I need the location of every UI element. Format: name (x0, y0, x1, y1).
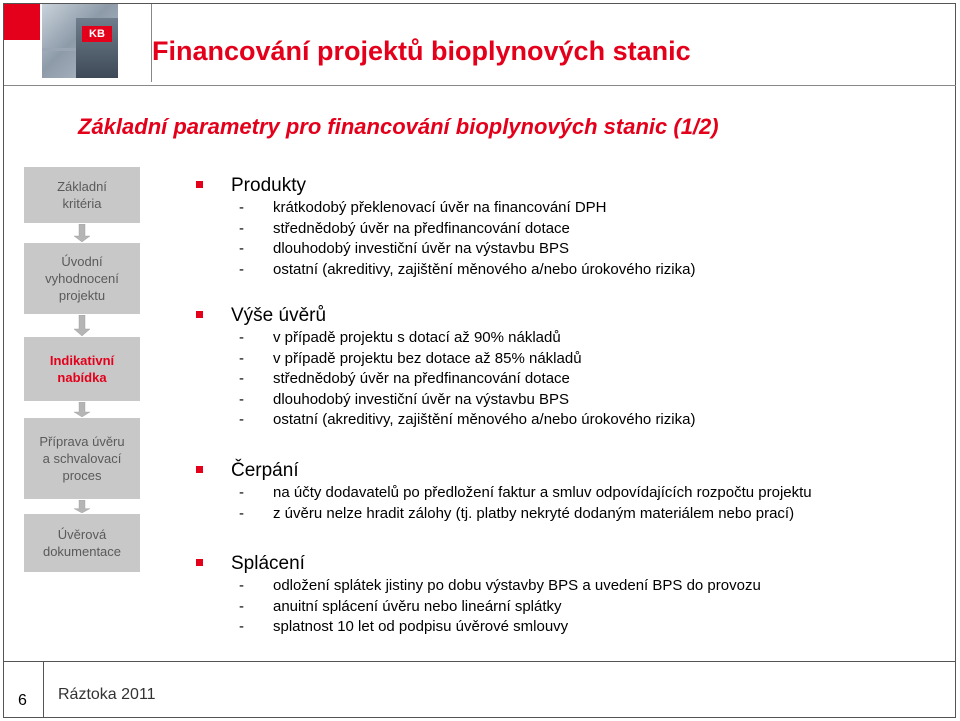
dash-bullet: - (239, 577, 244, 594)
square-bullet-icon (196, 559, 203, 566)
down-arrow-icon (74, 224, 90, 242)
process-step (24, 337, 140, 401)
corner-accent (4, 4, 40, 40)
dash-bullet: - (239, 349, 244, 367)
header-rule (4, 85, 956, 86)
list-item-text: střednědobý úvěr na předfinancování dotace (273, 370, 570, 387)
down-arrow-icon (74, 315, 90, 336)
slide-title: Financování projektů bioplynových stanic (152, 36, 691, 66)
list-item-text: anuitní splácení úvěru nebo lineární splátky (273, 597, 562, 615)
process-step (24, 418, 140, 499)
list-item-text: splatnost 10 let od podpisu úvěrové smlouvy (273, 618, 569, 635)
dash-bullet: - (239, 411, 244, 428)
dash-bullet: - (239, 240, 244, 257)
footer-text: Ráztoka 2011 (58, 686, 156, 703)
dash-bullet: - (239, 219, 244, 237)
list-item-text: odložení splátek jistiny po dobu výstavby BPS a uvedení BPS do provozu (273, 577, 761, 594)
list-item-text: krátkodobý překlenovací úvěr na financování DPH (273, 199, 607, 216)
square-bullet-icon (196, 466, 203, 473)
dash-bullet: - (239, 504, 244, 522)
dash-bullet: - (239, 260, 244, 278)
process-step-label: Úvěrová dokumentace (42, 527, 122, 559)
section-heading-label: Výše úvěrů (231, 305, 327, 326)
list-item-text: dlouhodobý investiční úvěr na výstavbu BPS (273, 390, 570, 408)
list-item-text: ostatní (akreditivy, zajištění měnového a/nebo úrokového rizika) (273, 411, 696, 428)
process-step (24, 243, 140, 314)
dash-bullet: - (239, 618, 244, 635)
list-item-text: v případě projektu s dotací až 90% nákladů (273, 329, 561, 346)
dash-bullet: - (239, 484, 244, 501)
dash-bullet: - (239, 329, 244, 346)
down-arrow-icon (74, 500, 90, 513)
square-bullet-icon (196, 181, 203, 188)
process-step (24, 167, 140, 223)
process-step-label: Úvodní vyhodnocení projektu (45, 254, 119, 303)
kb-logo: KB (82, 26, 112, 42)
section-heading-label: Čerpání (231, 460, 299, 481)
list-item-text: z úvěru nelze hradit zálohy (tj. platby nekryté dodaným materiálem nebo prací) (273, 504, 795, 522)
list-item-text: na účty dodavatelů po předložení faktur a smluv odpovídajících rozpočtu projektu (273, 484, 812, 501)
dash-bullet: - (239, 597, 244, 615)
list-item-text: střednědobý úvěr na předfinancování dotace (273, 219, 570, 237)
section-heading-label: Produkty (231, 175, 306, 196)
footer-rule (4, 661, 956, 662)
process-step (24, 514, 140, 572)
list-item-text: dlouhodobý investiční úvěr na výstavbu BPS (273, 240, 570, 257)
list-item-text: ostatní (akreditivy, zajištění měnového a/nebo úrokového rizika) (273, 260, 696, 278)
process-step-label: Příprava úvěru a schvalovací proces (39, 434, 125, 483)
process-step-label: Indikativní nabídka (49, 353, 115, 385)
slide-subtitle: Základní parametry pro financování bioplynových stanic (1/2) (78, 114, 719, 139)
down-arrow-icon (74, 402, 90, 417)
section-heading-label: Splácení (231, 553, 305, 574)
kb-building-photo (42, 4, 118, 78)
square-bullet-icon (196, 311, 203, 318)
list-item-text: v případě projektu bez dotace až 85% nákladů (273, 349, 582, 367)
page-number: 6 (18, 692, 27, 709)
dash-bullet: - (239, 370, 244, 387)
process-step-label: Základní kritéria (57, 179, 107, 211)
dash-bullet: - (239, 199, 244, 216)
dash-bullet: - (239, 390, 244, 408)
